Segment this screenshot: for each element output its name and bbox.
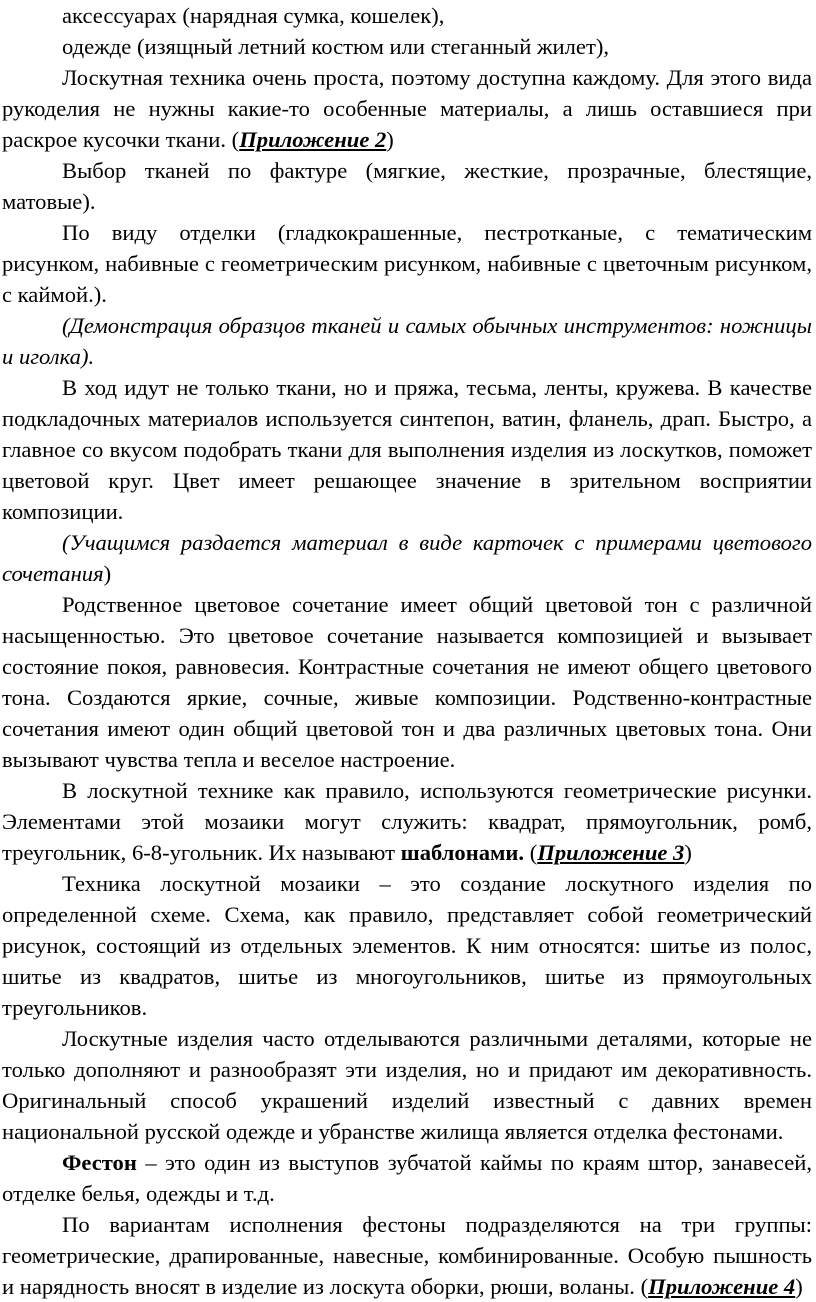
paragraph-materials: В ход идут не только ткани, но и пряжа, тесьма, ленты, кружева. В качестве подкладочных материалов используется синтепон, ватин, фланель, драп. Быстро, а главное со вкусом подобрать ткани для выполнения изделия из лоскутков, поможет цветовой круг. Цвет имеет решающее значение в зрительном восприятии композиции. bbox=[2, 375, 812, 524]
paragraph-cards-note bbox=[2, 527, 812, 589]
paragraph-text: В лоскутной технике как правило, используются геометрические рисунки. Элементами этой мозаики могут служить: квадрат, прямоугольник, ромб, треугольник, 6-8-угольник. Их называют bbox=[2, 778, 812, 865]
paren-close: ) bbox=[795, 1274, 803, 1299]
paragraph-geometric-patterns bbox=[2, 775, 812, 868]
paren-close: ) bbox=[386, 127, 394, 152]
paragraph-patchwork-simple bbox=[2, 62, 812, 155]
cards-note-italic: (Учащимся раздается материал в виде карточек с примерами цветового сочетания bbox=[2, 530, 812, 586]
feston-term: Фестон bbox=[62, 1150, 137, 1175]
appendix-4-link[interactable]: Приложение 4 bbox=[648, 1274, 796, 1299]
paragraph-feston-definition bbox=[2, 1147, 812, 1209]
paren-close: ) bbox=[103, 561, 112, 586]
paragraph-text: По вариантам исполнения фестоны подразделяются на три группы: геометрические, драпированные, навесные, комбинированные. Особую пышность и нарядность вносят в изделие из лоскута оборки, рюши, воланы. ( bbox=[2, 1212, 812, 1299]
paren-open: ( bbox=[524, 840, 538, 865]
paren-close: ) bbox=[684, 840, 692, 865]
paragraph-text: Лоскутная техника очень проста, поэтому доступна каждому. Для этого вида рукоделия не нужны какие-то особенные материалы, а лишь оставшиеся при раскрое кусочки ткани. ( bbox=[2, 65, 812, 152]
paragraph-fabric-texture: Выбор тканей по фактуре (мягкие, жесткие, прозрачные, блестящие, матовые). bbox=[2, 158, 812, 214]
paragraph-decoration: Лоскутные изделия часто отделываются различными деталями, которые не только дополняют и разнообразят эти изделия, но и придают им декоративность. Оригинальный способ украшений изделий известный с давних времен национальной русской одежде и убранстве жилища является отделка фестонами. bbox=[2, 1026, 812, 1144]
templates-term: шаблонами. bbox=[400, 840, 525, 865]
paragraph-text: – это один из выступов зубчатой каймы по краям штор, занавесей, отделке белья, одежды и т.д. bbox=[2, 1150, 812, 1206]
paragraph-color-combinations: Родственное цветовое сочетание имеет общий цветовой тон с различной насыщенностью. Это цветовое сочетание называется композицией и вызывает состояние покоя, равновесия. Контрастные сочетания не имеют общего цветового тона. Создаются яркие, сочные, живые композиции. Родственно-контрастные сочетания имеют один общий цветовой тон и два различных цветовых тона. Они вызывают чувства тепла и веселое настроение. bbox=[2, 592, 812, 772]
paragraph-accessories: аксессуарах (нарядная сумка, кошелек), bbox=[62, 3, 445, 28]
paragraph-clothing: одежде (изящный летний костюм или стеганный жилет), bbox=[62, 34, 609, 59]
paragraph-fabric-finish: По виду отделки (гладкокрашенные, пестротканые, с тематическим рисунком, набивные с геометрическим рисунком, набивные с цветочным рисунком, с каймой.). bbox=[2, 220, 812, 307]
appendix-3-link[interactable]: Приложение 3 bbox=[537, 840, 685, 865]
appendix-2-link[interactable]: Приложение 2 bbox=[239, 127, 387, 152]
paragraph-feston-groups bbox=[2, 1209, 812, 1302]
paragraph-mosaic-technique: Техника лоскутной мозаики – это создание лоскутного изделия по определенной схеме. Схема, как правило, представляет собой геометрический рисунок, состоящий из отдельных элементов. К ним относятся: шитье из полос, шитье из квадратов, шитье из многоугольников, шитье из прямоугольных треугольников. bbox=[2, 871, 812, 1020]
paragraph-demonstration-note: (Демонстрация образцов тканей и самых обычных инструментов: ножницы и иголка). bbox=[2, 313, 812, 369]
